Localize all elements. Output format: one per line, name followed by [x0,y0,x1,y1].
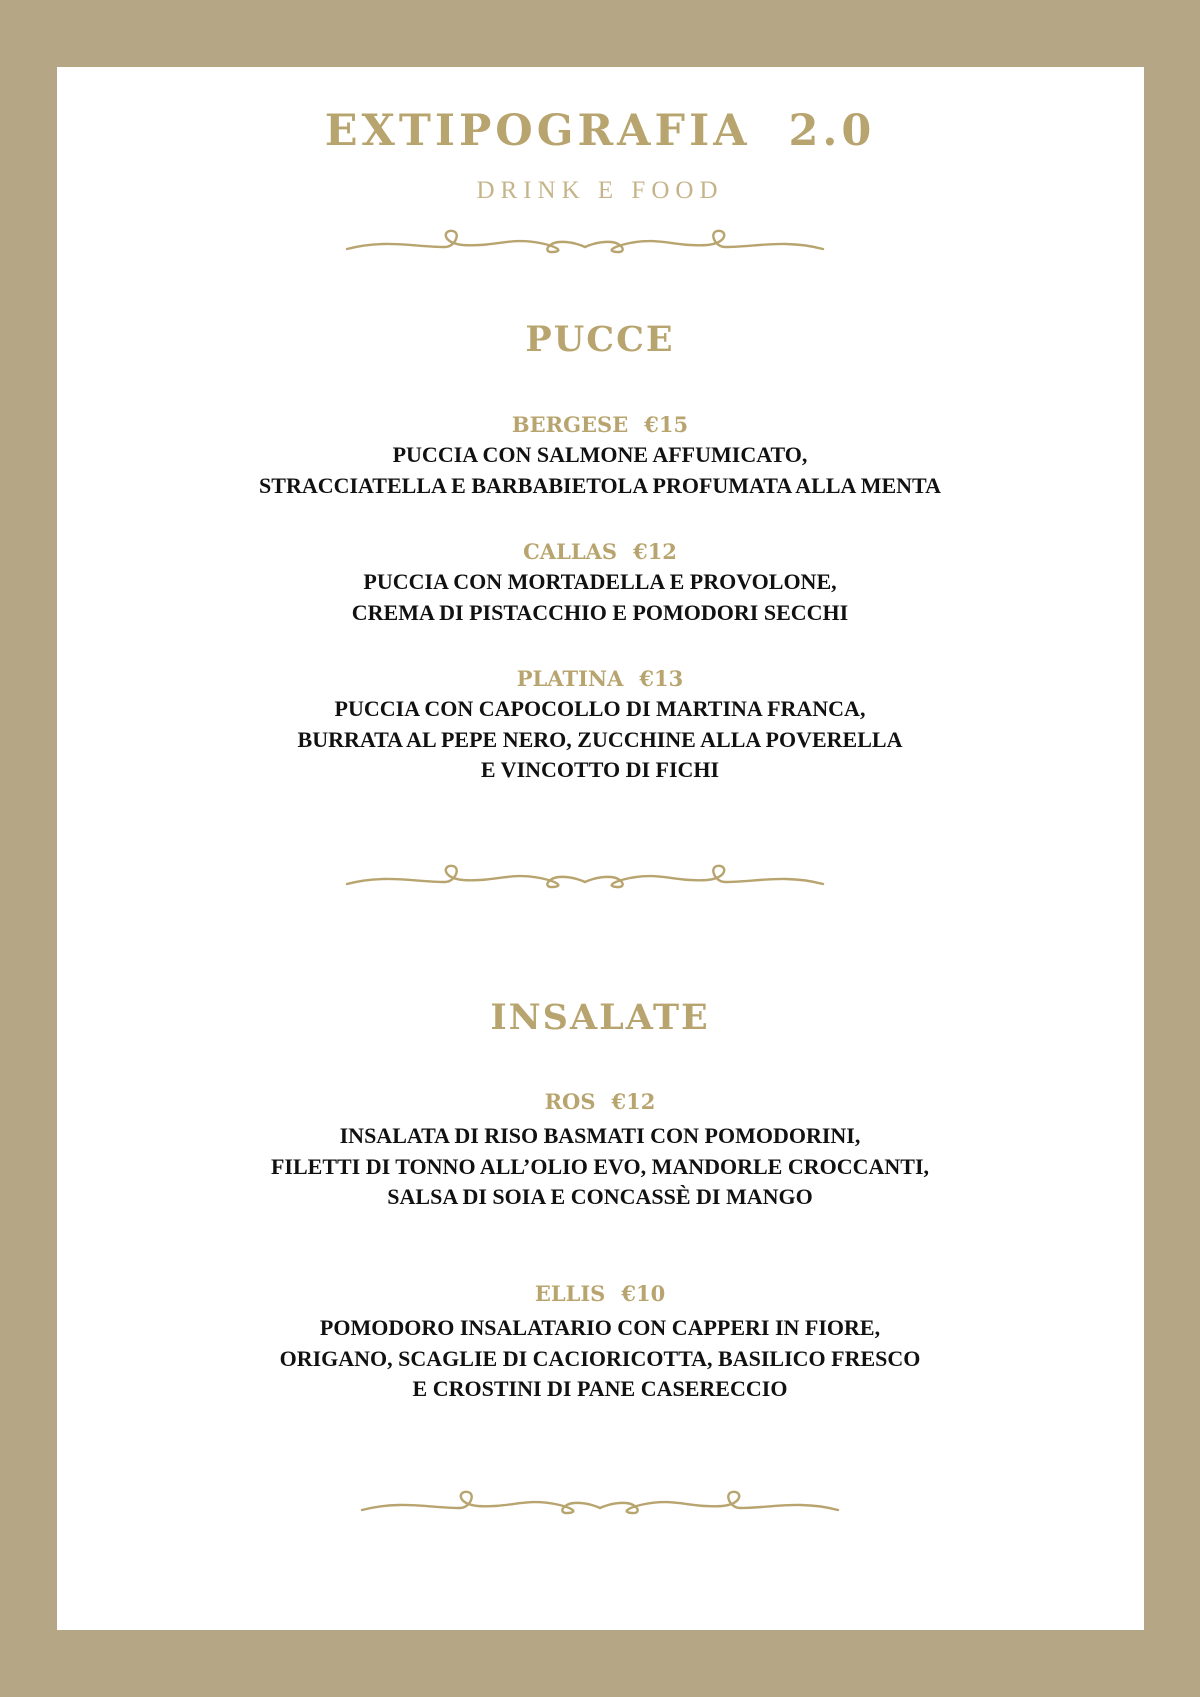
menu-item-name: BERGESE [511,412,629,437]
description-line: STRACCIATELLA E BARBABIETOLA PROFUMATA ALLA MENTA [259,472,941,498]
menu-item-price: €10 [621,1281,666,1306]
description-line: PUCCIA CON CAPOCOLLO DI MARTINA FRANCA, [334,696,866,721]
description-line: PUCCIA CON MORTADELLA E PROVOLONE, [363,569,837,594]
description-line: BURRATA AL PEPE NERO, ZUCCHINE ALLA POVERELLA [297,726,903,752]
menu-item-price: €12 [633,539,677,564]
menu-item-bergese-description [0,440,1200,501]
description-line: E CROSTINI DI PANE CASERECCIO [412,1376,788,1401]
menu-item-name: ROS [544,1089,596,1114]
menu-item-callas-description [0,567,1200,628]
menu-item-name: PLATINA [516,666,624,691]
description-line: E VINCOTTO DI FICHI [480,757,720,782]
menu-item-callas-header [0,538,1200,566]
menu-item-bergese-header [0,411,1200,439]
flourish-divider-icon [345,862,825,902]
brand-title: EXTIPOGRAFIA 2.0 [324,106,876,156]
flourish-divider-icon [345,227,825,267]
menu-item-price: €12 [611,1089,656,1114]
menu-item-platina-description [0,694,1200,786]
menu-item-platina-header [0,665,1200,693]
menu-item-price: €13 [639,666,684,691]
menu-item-ros-header [0,1088,1200,1116]
menu-item-price: €15 [644,412,689,437]
menu-item-name: CALLAS [523,539,618,564]
section-title-pucce: PUCCE [525,319,675,360]
description-line: POMODORO INSALATARIO CON CAPPERI IN FIORE, [319,1315,881,1340]
description-line: FILETTI DI TONNO ALL’OLIO EVO, MANDORLE CROCCANTI, [270,1153,930,1179]
section-title-insalate: INSALATE [490,997,710,1038]
brand-tagline: DRINK E FOOD [476,177,724,204]
description-line: ORIGANO, SCAGLIE DI CACIORICOTTA, BASILICO FRESCO [279,1345,921,1371]
menu-item-ros-description [0,1121,1200,1213]
flourish-divider-icon [360,1488,840,1528]
description-line: PUCCIA CON SALMONE AFFUMICATO, [392,442,808,467]
description-line: CREMA DI PISTACCHIO E POMODORI SECCHI [351,599,849,625]
description-line: INSALATA DI RISO BASMATI CON POMODORINI, [339,1123,861,1148]
menu-item-ellis-description [0,1313,1200,1405]
menu-item-ellis-header [0,1280,1200,1308]
description-line: SALSA DI SOIA E CONCASSÈ DI MANGO [387,1184,813,1209]
menu-item-name: ELLIS [534,1281,606,1306]
